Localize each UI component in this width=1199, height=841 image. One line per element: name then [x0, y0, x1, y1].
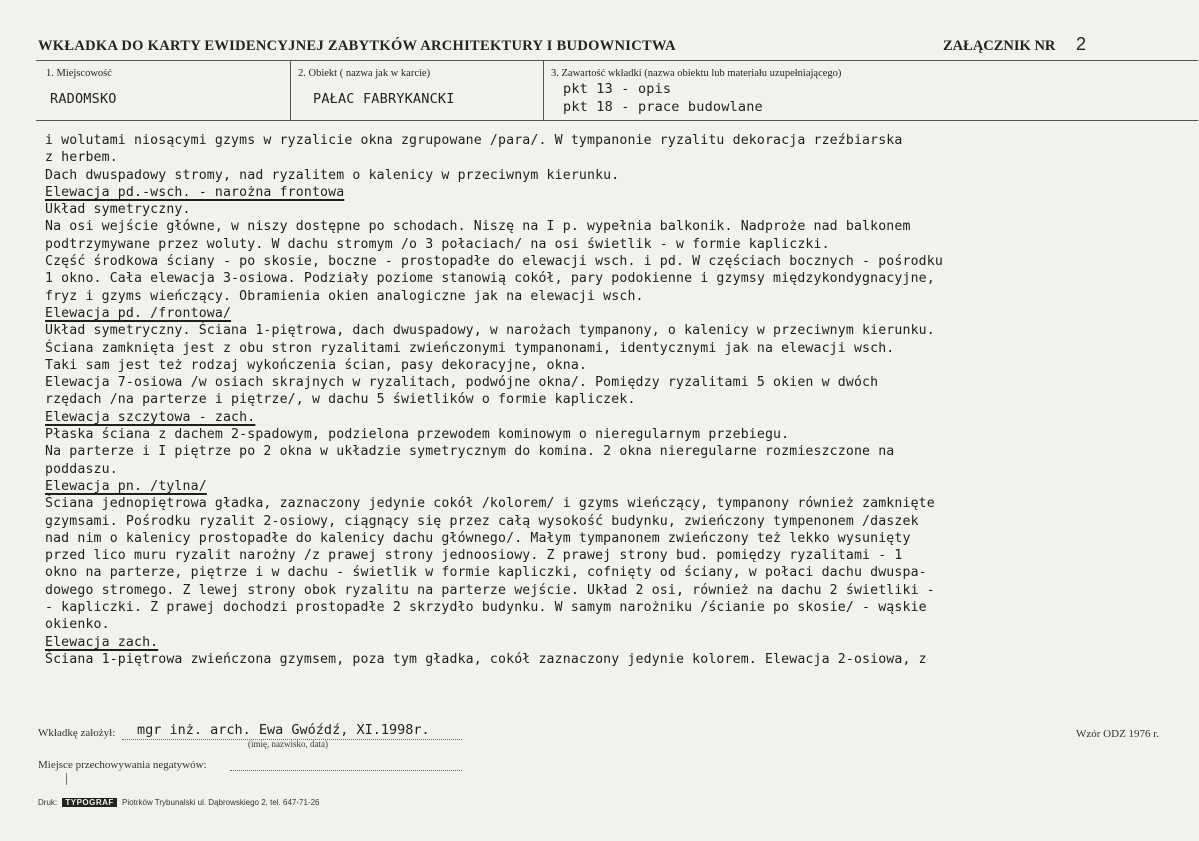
print-prefix: Druk: — [38, 798, 58, 807]
object-label: 2. Obiekt ( nazwa jak w karcie) — [298, 68, 431, 79]
template-version: Wzór ODZ 1976 r. — [1076, 728, 1160, 740]
description-text — [45, 132, 1195, 668]
print-address: Piotrków Trybunalski ul. Dąbrowskiego 2, tel. 647-71-26 — [122, 798, 320, 807]
founder-label: Wkładkę założył: — [38, 727, 116, 739]
section-heading: Elewacja pn. /tylna/ — [45, 478, 207, 494]
text-line: Układ symetryczny. — [45, 202, 191, 218]
content-line-2: pkt 18 - prace budowlane — [563, 99, 763, 115]
text-line: Ściana jednopiętrowa gładka, zaznaczony jedynie cokół /kolorem/ i gzyms wieńczący, tympanony również zamknięte — [45, 496, 935, 512]
section-heading: Elewacja szczytowa - zach. — [45, 409, 256, 425]
card-title: WKŁADKA DO KARTY EWIDENCYJNEJ ZABYTKÓW ARCHITEKTURY I BUDOWNICTWA — [38, 38, 676, 54]
pen-mark — [66, 773, 67, 785]
text-line: Elewacja 7-osiowa /w osiach skrajnych w ryzalitach, podwójne okna/. Pomiędzy ryzalitami 5 okien w dwóch — [45, 375, 879, 391]
content-label: 3. Zawartość wkładki (nazwa obiektu lub materiału uzupełniającego) — [551, 68, 842, 79]
text-line: nad nim o kalenicy prostopadłe do kalenicy dachu głównego/. Małym tympanonem zwieńczony też lekko wysunięty — [45, 530, 911, 546]
text-line: z herbem. — [45, 150, 118, 166]
text-line: - kapliczki. Z prawej dochodzi prostopadłe 2 skrzydło budynku. W samym narożniku /ścianie po skosie/ - wąskie — [45, 600, 927, 616]
text-line: Na osi wejście główne, w niszy dostępne po schodach. Niszę na I p. wypełnia balkonik. Nadproże nad balkonem — [45, 219, 911, 235]
text-line: Układ symetryczny. Ściana 1-piętrowa, dach dwuspadowy, w narożach tympanony, o kalenicy w przeciwnym kierunku. — [45, 323, 935, 339]
text-line: Ściana 1-piętrowa zwieńczona gzymsem, poza tym gładka, cokół zaznaczony jedynie kolorem. Elewacja 2-osiowa, z — [45, 651, 927, 667]
text-line: okno na parterze, piętrze i w dachu - świetlik w formie kapliczki, cofnięty od ściany, w połaci dachu dwuspa- — [45, 565, 927, 581]
text-line: gzymsami. Pośrodku ryzalit 2-osiowy, ciągnący się przez całą wysokość budynku, zwieńczony tympenonem /daszek — [45, 513, 919, 529]
text-line: okienko. — [45, 617, 110, 633]
attachment-number: 2 — [1076, 34, 1087, 54]
text-line: Płaska ściana z dachem 2-spadowym, podzielona przewodem kominowym o nieregularnym przebiegu. — [45, 427, 790, 443]
text-line: Taki sam jest też rodzaj wykończenia ścian, pasy dekoracyjne, okna. — [45, 357, 587, 373]
header-rule — [36, 60, 1198, 61]
text-line: rzędach /na parterze i piętrze/, w dachu 5 świetlików o formie kapliczek. — [45, 392, 636, 408]
field-divider — [290, 60, 291, 120]
text-line: podtrzymywane przez woluty. W dachu stromym /o 3 połaciach/ na osi świetlik - w formie kapliczki. — [45, 236, 830, 252]
negatives-label: Miejsce przechowywania negatywów: — [38, 759, 207, 771]
section-heading: Elewacja zach. — [45, 634, 159, 650]
text-line: dowego stromego. Z lewej strony obok ryzalitu na parterze wejście. Układ 2 osi, również na dachu 2 świetliki - — [45, 582, 935, 598]
object-value: PAŁAC FABRYKANCKI — [313, 91, 455, 107]
text-line: Ściana zamknięta jest z obu stron ryzalitami zwieńczonymi tympanonami, identycznymi jak na elewacji wsch. — [45, 340, 895, 356]
text-line: i wolutami niosącymi gzyms w ryzalicie okna zgrupowane /para/. W tympanonie ryzalitu dekoracja rzeźbiarska — [45, 133, 903, 148]
text-line: Dach dwuspadowy stromy, nad ryzalitem o kalenicy w przeciwnym kierunku. — [45, 167, 620, 183]
section-heading: Elewacja pd. /frontowa/ — [45, 305, 232, 321]
fields-rule — [36, 120, 1198, 121]
section-heading: Elewacja pd.-wsch. - narożna frontowa — [45, 184, 345, 200]
founder-value: mgr inż. arch. Ewa Gwóźdź, XI.1998r. — [137, 722, 430, 738]
text-line: Na parterze i I piętrze po 2 okna w układzie symetrycznym do komina. 2 okna nieregularne rozmieszczone na — [45, 444, 895, 460]
attachment-label: ZAŁĄCZNIK NR — [943, 38, 1056, 54]
text-line: fryz i gzyms wieńczący. Obramienia okien analogiczne jak na elewacji wsch. — [45, 288, 644, 304]
negatives-dotted-line — [230, 770, 462, 771]
locality-value: RADOMSKO — [50, 91, 117, 107]
printer-imprint — [38, 798, 319, 807]
locality-label: 1. Miejscowość — [46, 68, 112, 79]
content-line-1: pkt 13 - opis — [563, 81, 672, 97]
field-divider — [543, 60, 544, 120]
text-line: poddaszu. — [45, 461, 118, 477]
founder-sublabel: (imię, nazwisko, data) — [248, 739, 328, 749]
text-line: Część środkowa ściany - po skosie, boczne - prostopadłe do elewacji wsch. i pd. W częściach bocznych - pośrodku — [45, 254, 943, 270]
text-line: 1 okno. Cała elewacja 3-osiowa. Podziały poziome stanowią cokół, pary podokienne i gzymsy międzykondygnacyjne, — [45, 271, 935, 287]
printer-logo: TYPOGRAF — [62, 798, 116, 807]
text-line: przed lico muru ryzalit narożny /z prawej strony jednoosiowy. Z prawej strony bud. pomiędzy ryzalitami - 1 — [45, 548, 903, 564]
